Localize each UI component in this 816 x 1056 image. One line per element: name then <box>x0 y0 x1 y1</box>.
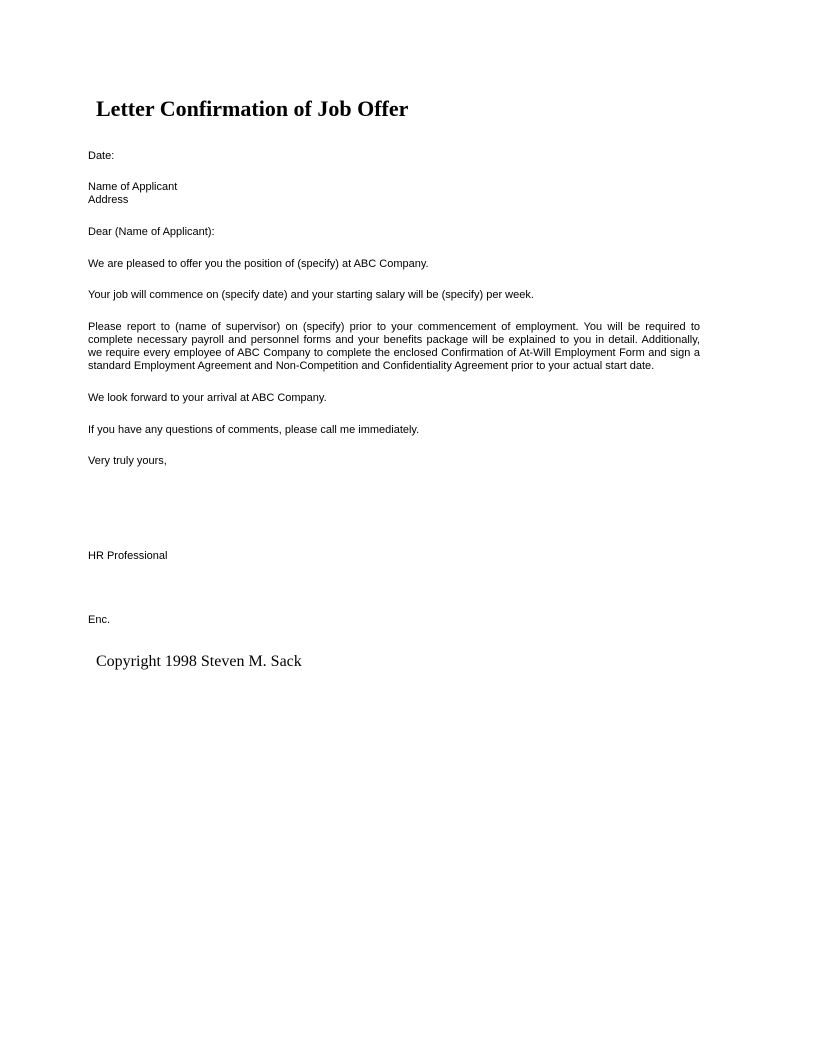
paragraph-forward: We look forward to your arrival at ABC Company. <box>88 392 327 404</box>
salutation: Dear (Name of Applicant): <box>88 226 215 238</box>
paragraph-questions: If you have any questions of comments, please call me immediately. <box>88 424 420 436</box>
copyright-notice: Copyright 1998 Steven M. Sack <box>96 653 302 670</box>
closing: Very truly yours, <box>88 455 167 467</box>
paragraph-report <box>88 321 700 373</box>
applicant-name: Name of Applicant <box>88 181 178 193</box>
paragraph-offer: We are pleased to offer you the position of (specify) at ABC Company. <box>88 258 429 270</box>
page-title: Letter Confirmation of Job Offer <box>96 96 409 121</box>
enclosure-note: Enc. <box>88 614 111 626</box>
paragraph-report-line: Please report to (name of supervisor) on (specify) prior to your commencement of employment. You will be required to <box>88 321 700 333</box>
paragraph-commence: Your job will commence on (specify date) and your starting salary will be (specify) per week. <box>88 289 534 301</box>
paragraph-report-line: complete necessary payroll and personnel forms and your benefits package will be explained to you in detail. Additionally, <box>88 334 700 346</box>
date-label: Date: <box>88 150 115 162</box>
signature: HR Professional <box>88 550 168 562</box>
paragraph-report-line: we require every employee of ABC Company to complete the enclosed Confirmation of At-Will Employment Form and sign a <box>88 347 700 359</box>
applicant-address: Address <box>88 194 129 206</box>
paragraph-report-line: standard Employment Agreement and Non-Competition and Confidentiality Agreement prior to your actual start date. <box>88 360 655 372</box>
